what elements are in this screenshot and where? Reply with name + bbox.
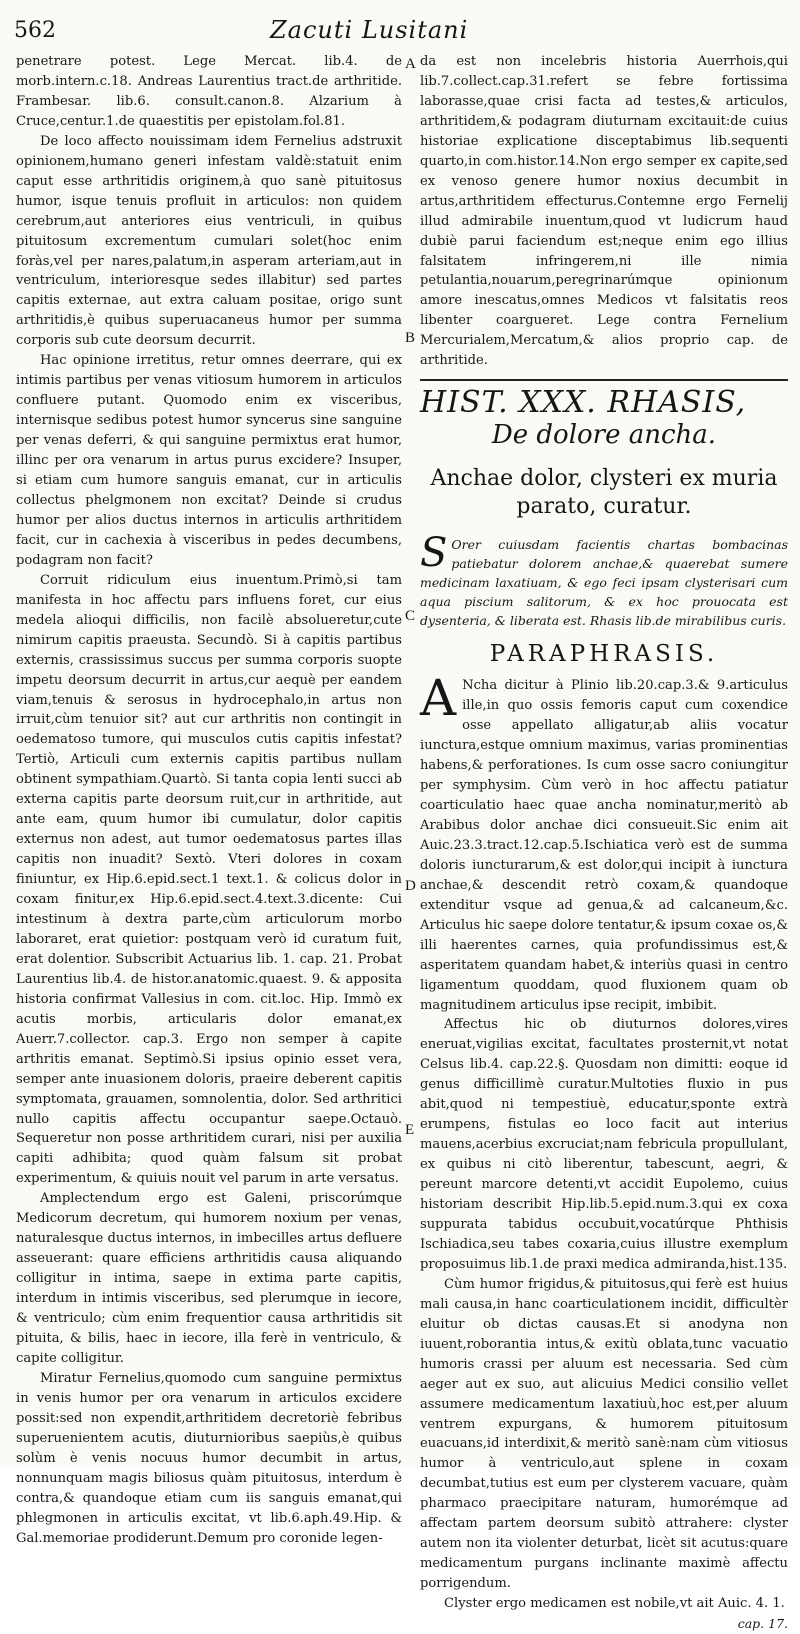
margin-letter-a: A: [405, 56, 416, 72]
left-paragraph-3: Hac opinione irretitus, retur omnes deerrare, qui ex intimis partibus per venas vitiosum humorem in articulos confluere putant. Quomodo enim ex visceribus, internisque sedibus potest humor syncerus sine sanguine per venas deferri, & qui sanguine permixtus erat humor, illinc per ora venarum in artus purus excidere? Insuper, si etiam cum humore sanguis emanat, cur in articulis collectus phelgmonem non excitat? Deinde si crudus humor per alios ductus internos in articulis arthritidem facit, cur in cachexia à visceribus in pedes decumbens, podagram non facit?: [16, 353, 402, 568]
right-paragraph-4: Clyster ergo medicamen est nobile,vt ait Auic. 4. 1.: [444, 1596, 785, 1612]
right-top-text: da est non incelebris historia Auerrhois,qui lib.7.collect.cap.31.refert se febre fortissima laborasse,quae crisi facta ad testes,& articulos, arthritidem,& podagram diuturnam excitauit:de cuius historiae explicatione disceptabimus lib.sequenti quarto,in com.histor.14.Non ergo semper ex capite,sed ex venoso genere humor noxius decumbit in artus,arthritidem effecturus.Contemne ergo Fernelij illud admirabile inuentum,quod vt ludicrum haud dubiè parui faciendum est;neque enim ego illius falsitatem infringerem,ni ille nimia petulantia,nouarum,peregrinarúmque opinionum amore inescatus,omnes Medicos vt falsitatis reos libenter coargueret. Lege contra Fernelium Mercurialem,Mercatum,& alios proprio cap. de arthritide.: [420, 54, 788, 369]
left-paragraph-1: penetrare potest. Lege Mercat. lib.4. de morb.intern.c.18. Andreas Laurentius tract.de arthritide. Frambesar. lib.6. consult.canon.8. Alzarium à Cruce,centur.1.de quaestitis per epistolam.fol.81.: [16, 54, 402, 129]
right-column: [420, 52, 788, 1634]
margin-letter-c: C: [405, 608, 416, 624]
history-heading: HIST. XXX. RHASIS,: [420, 385, 747, 421]
right-paragraph-3: Cùm humor frigidus,& pituitosus,qui ferè est huius mali causa,in hanc coarticulationem incidit, difficultèr eluitur ob dictas causas.Et si anodyna non iuuent,roborantia intus,& exitù oblata,tunc vacuatio humoris crassi per aluum est necessaria. Sed cùm aeger aut ex suo, aut alicuius Medici consilio vellet assumere medicamentum laxatiuù,hoc est,per aluum ventrem expurgans, & humorem pituitosum euacuans,id interdixit,& meritò sanè:nam cùm vitiosus humor à ventriculo,aut splene in coxam decumbat,tutius est eum per clysterem vacuare, quàm pharmaco praecipitare naturam, humorémque ad affectam partem deorsum subitò attrahere: clyster autem non ita violenter deturbat, licèt sit acutus:quare medicamentum purgans inclinante maximè affectu porrigendum.: [420, 1276, 788, 1592]
history-subheading: De dolore ancha.: [491, 420, 717, 451]
page-header: [0, 14, 800, 50]
quote-text: Orer cuiusdam facientis chartas bombacinas patiebatur dolorem anchae,& quaerebat sumere medicinam laxatiuam, & ego feci ipsam clysterisari cum aqua piscium salitorum, & ex hoc prouocata est dysenteria, & liberata est. Rhasis lib.de mirabilibus curis.: [420, 537, 788, 629]
section-rule: [420, 379, 788, 381]
right-paragraph-1: [420, 669, 788, 1015]
left-paragraph-2: De loco affecto nouissimam idem Fernelius adstruxit opinionem,humano generi infestam valdè:statuit enim caput esse arthritidis originem,à quo sanè pituitosus humor, isque tenuis profluit in articulos: non quidem cerebrum,aut anteriores eius ventriculi, in quibus pituitosum excrementum cumulari solet(hoc enim foràs,vel per nares,palatum,in asperam arteriam,aut in ventriculum, interioresque sedes illabitur) sed partes capitis externae, aut extra caluam positae, origo sunt arthritidis,è quibus superuacaneus humor per summa corporis sub cute deorsum decurrit.: [16, 133, 402, 349]
page-number: 562: [14, 18, 56, 43]
drop-cap-a: A: [420, 669, 457, 728]
left-paragraph-4: Corruit ridiculum eius inuentum.Primò,si tam manifesta in hoc affectu pars influens foret, cur eius medela alioqui difficilis, non facilè absolueretur,cute nimirum capitis praeusta. Secundò. Si à capitis partibus externis, crassissimus succus per summa corporis suopte impetu deorsum decurrit in artus,cur aequè per eandem viam,tenuis & serosus in hydrocephalo,in artus non irruit,cùm tenuior sit? aut cur arthritis non contingit in oedematoso tumore, qui musculos cutis capitis infestat? Tertiò, Articuli cum externis capitis partibus nullam obtinent sympathiam.Quartò. Si tanta copia lenti succi ab externa capitis parte deorsum ruit,cur in arthritide, aut ante eam, quum humor ibi cumulatur, dolor capitis externus non adest, aut tumor oedematosus partes illas capitis non inuadit? Sextò. Vteri dolores in coxam finiuntur, ex Hip.6.epid.sect.1 text.1. & colicus dolor in coxam finitur,ex Hip.6.epid.sect.4.text.3.dicente: Cui intestinum à dextra parte,cùm articulorum morbo laboraret, erat quietior: postquam verò id curatum fuit, erat dolentior. Subscribit Actuarius lib. 1. cap. 21. Probat Laurentius lib.4. de histor.anatomic.quaest. 9. & apposita historia confirmat Vallesius in com. cit.loc. Hip. Immò ex acutis morbis, articularis dolor emanat,ex Auerr.7.collector. cap.3. Ergo non semper à capite arthritis emanat. Septimò.Si ipsius opinio esset vera, semper ante inuasionem doloris, praeire deberent capitis symptomata, grauamen, somnolentia, dolor. Sed arthritici nullo capitis affectu occupantur saepe.Octauò. Sequeretur non posse arthritidem curari, nisi per auxilia capiti adhibita; quod quàm falsum sit probat experimentum, & quiuis nouit vel parum in arte versatus.: [16, 572, 402, 1187]
quoted-case: [420, 530, 788, 630]
left-paragraph-6: Miratur Fernelius,quomodo cum sanguine permixtus in venis humor per ora venarum in articulos excidere possit:sed non expendit,arthritidem decretoriè febribus superuenientem acutis, diuturnioribus saepiùs,è quibus solùm è venis nocuus humor decumbit in artus, nonnunquam magis biliosus quàm pituitosus, interdum è contra,& quandoque etiam cum iis sanguis emanat,qui phlegmonen in articulis excitat, vt lib.6.aph.49.Hip. & Gal.memoriae prodiderunt.Demum pro coronide legen-: [16, 1370, 402, 1546]
right-paragraph-2: Affectus hic ob diuturnos dolores,vires eneruat,vigilias excitat, facultates prosternit,vt notat Celsus lib.4. cap.22.§. Quosdam non dimitti: eoque id genus difficillimè curatur.Multoties fluxio in pus abit,quod ni tempestiuè, educatur,sponte extrà erumpens, fistulas eo loco facit aut interius mauens,acerbius excruciat;nam febricula propullulant, ex quibus ni citò liberentur, tabescunt, aegri, & pereunt marcore detenti,vt accidit Eupolemo, cuius historiam describit Hip.lib.5.epid.num.3.qui ex coxa suppurata tabidus occubuit,vocatúrque Phthisis Ischiadica,seu tabes coxaria,cuius illustre exemplum proposuimus lib.1.de praxi medica admiranda,hist.135.: [420, 1017, 788, 1272]
chapter-title: Anchae dolor, clysteri ex muria parato, curatur.: [430, 466, 778, 520]
paraphrasis-heading: PARAPHRASIS.: [489, 641, 719, 668]
left-column: [16, 52, 402, 1548]
margin-letter-e: E: [405, 1122, 415, 1138]
right-paragraph-1-text: Ncha dicitur à Plinio lib.20.cap.3.& 9.articulus ille,in quo ossis femoris caput cum coxendice osse appellato alligatur,ab aliis vocatur iunctura,estque omnium maximus, varias prominentias habens,& perforationes. Is cum osse sacro coniungitur per symphysim. Cùm verò in hoc affectu patiatur coarticulatio haec quae ancha nominatur,meritò ab Arabibus dolor anchae dici consueuit.Sic enim ait Auic.23.3.tract.12.cap.5.Ischiatica verò est de summa doloris iuncturarum,& est dolor,qui incipit à iunctura anchae,& descendit retrò coxam,& quandoque extenditur vsque ad genua,& ad calcaneum,&c. Articulus hic saepe dolore tentatur,& ipsum coxae os,& illi haerentes carnes, quia profundissimus est,& asperitatem quandam habet,& interiùs quasi in centro ligamentum quoddam, quod fluxionem quam ob magnitudinem articulus ipse recipit, imbibit.: [420, 678, 788, 1013]
catchword: cap. 17.: [737, 1616, 788, 1632]
margin-letter-b: B: [405, 330, 416, 346]
running-title: Zacuti Lusitani: [270, 16, 469, 44]
margin-letter-d: D: [405, 878, 416, 894]
left-paragraph-5: Amplectendum ergo est Galeni, priscorúmque Medicorum decretum, qui humorem noxium per venas, naturalesque ductus internos, in imbecilles artus defluere asseuerant: quare efficiens arthritidis causa aliquando colligitur in intima, saepe in extima parte capitis, interdum in intimis visceribus, sed plerumque in iecore, & ventriculo; cùm enim frequentior causa arthritidis sit pituita, & bilis, haec in iecore, illa ferè in ventriculo, & capite colligitur.: [16, 1191, 402, 1366]
drop-cap-s: S: [420, 530, 448, 577]
